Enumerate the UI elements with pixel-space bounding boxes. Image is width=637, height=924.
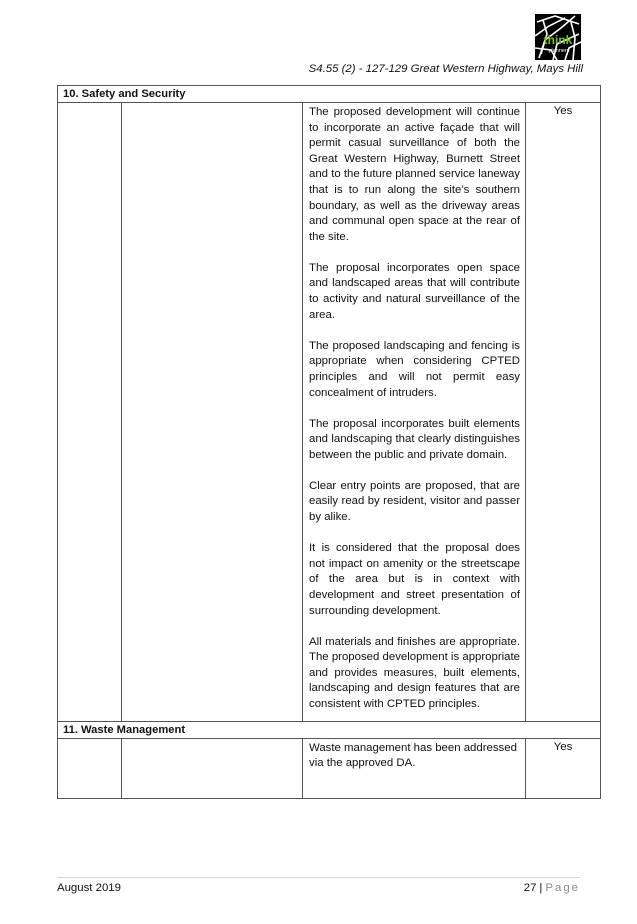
compliance-result: Yes [526, 103, 601, 722]
comment-paragraph: The proposal incorporates open space and landscaped areas that will contribute to activity and natural surveillance of the area. [309, 261, 520, 321]
page-separator: | [539, 882, 543, 894]
comment-paragraph: The proposed landscaping and fencing is appropriate when considering CPTED principles and will not permit easy concealment of intruders. [309, 339, 520, 399]
comment-paragraph: Waste management has been addressed via the approved DA. [309, 741, 517, 770]
page-label: Page [545, 882, 580, 894]
logo-graphic [535, 14, 581, 60]
empty-cell [58, 103, 122, 722]
section-title: 10. Safety and Security [58, 86, 601, 103]
comment-cell [303, 738, 526, 798]
comment-paragraph: It is considered that the proposal does not impact on amenity or the streetscape of the area but is in context with development and street presentation of surrounding development. [309, 542, 520, 617]
assessment-table [57, 85, 601, 799]
document-reference: S4.55 (2) - 127-129 Great Western Highway, Mays Hill [308, 63, 583, 75]
empty-cell [122, 738, 303, 798]
comment-paragraph: All materials and finishes are appropriate. The proposed development is appropriate and provides measures, built elements, landscaping and design features that are consistent with CPTED principles. [309, 635, 520, 710]
footer-date: August 2019 [57, 882, 121, 894]
table-row [58, 103, 601, 722]
logo-subtext: planners [548, 48, 570, 54]
comment-cell [303, 103, 526, 722]
empty-cell [58, 738, 122, 798]
section-title: 11. Waste Management [58, 721, 601, 738]
page-number: 27 [523, 882, 537, 894]
footer-divider [57, 877, 580, 878]
table-row [58, 738, 601, 798]
section-header-row [58, 86, 601, 103]
comment-paragraph: Clear entry points are proposed, that are easily read by resident, visitor and passer by alike. [309, 479, 520, 524]
logo-text: think [543, 33, 573, 47]
think-planners-logo [535, 14, 581, 60]
section-header-row [58, 721, 601, 738]
footer-page [524, 882, 580, 894]
empty-cell [122, 103, 303, 722]
comment-paragraph: The proposal incorporates built elements and landscaping that clearly distinguishes between the public and private domain. [309, 417, 520, 461]
comment-paragraph: The proposed development will continue to incorporate an active façade that will permit casual surveillance of both the Great Western Highway, Burnett Street and to the future planned service laneway that is to run along the site’s southern boundary, as well as the driveway areas and communal open space at the rear of the site. [309, 106, 520, 243]
compliance-result: Yes [526, 738, 601, 798]
